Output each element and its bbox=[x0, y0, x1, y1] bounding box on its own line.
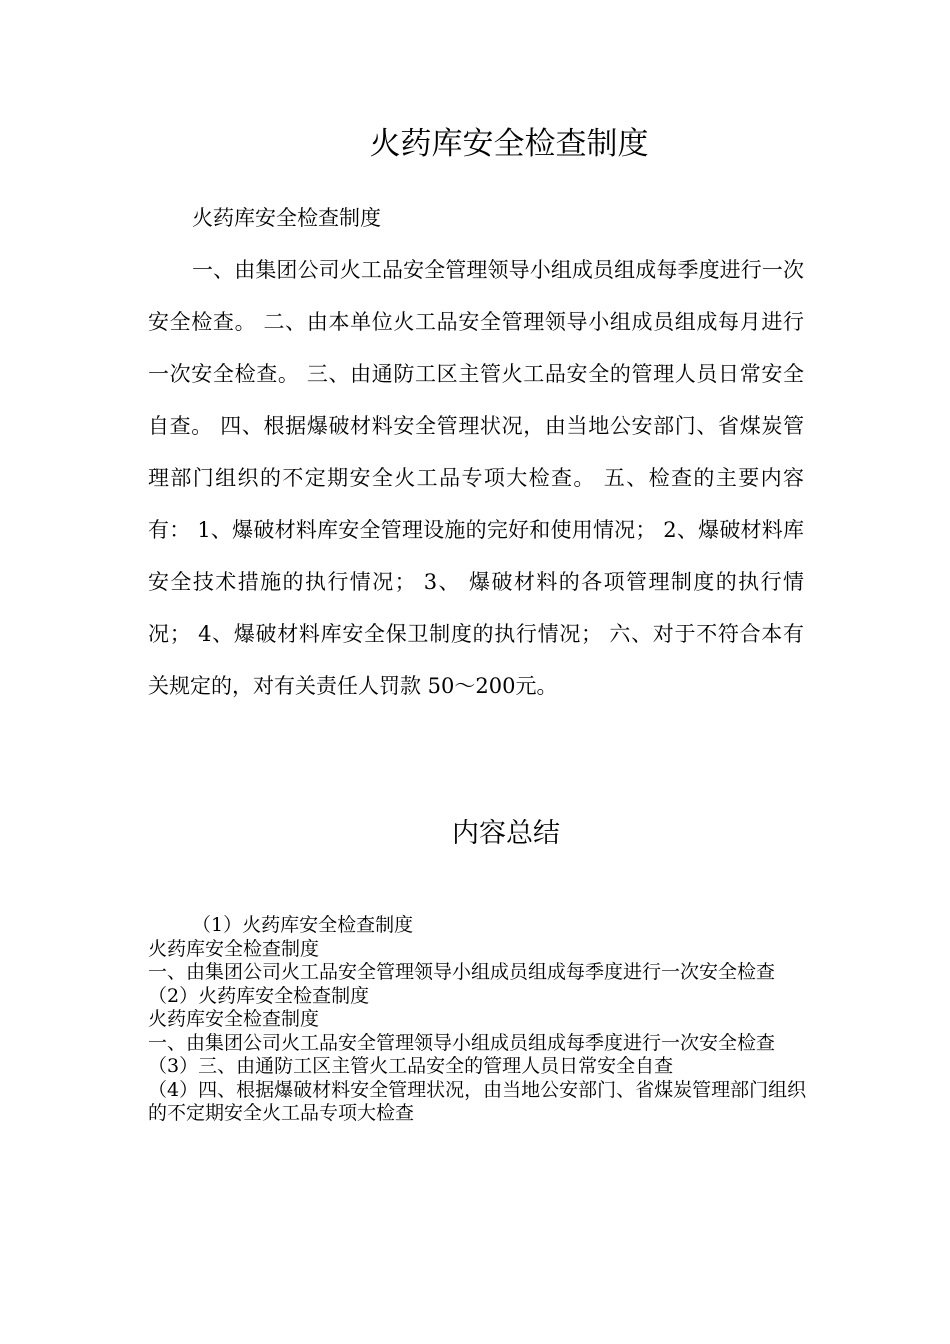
document-subtitle: 火药库安全检查制度 bbox=[192, 206, 381, 230]
summary-line: 一、由集团公司火工品安全管理领导小组成员组成每季度进行一次安全检查 bbox=[148, 961, 776, 983]
summary-line: （1）火药库安全检查制度 bbox=[192, 914, 414, 936]
summary-line: （2）火药库安全检查制度 bbox=[148, 984, 370, 1007]
document-main-paragraph: 一、由集团公司火工品安全管理领导小组成员组成每季度进行一次安全检查。 二、由本单位火工品安全管理领导小组成员组成每月进行一次安全检查。 三、由通防工区主管火工品安全的管理人员日常安全自查。 四、根据爆破材料安全管理状况，由当地公安部门、省煤炭管理部门组织的不定期安全火工品专项大检查。 五、检查的主要内容有： 1、爆破材料库安全管理设施的完好和使用情况； 2、爆破材料库安全技术措施的执行情况； 3、 爆破材料的各项管理制度的执行情况； 4、爆破材料库安全保卫制度的执行情况； 六、对于不符合本有关规定的，对有关责任人罚款 50～200元。 bbox=[148, 258, 804, 698]
summary-title: 内容总结 bbox=[452, 818, 560, 849]
document-body bbox=[148, 192, 804, 712]
document-title: 火药库安全检查制度 bbox=[369, 126, 649, 162]
summary-line: 一、由集团公司火工品安全管理领导小组成员组成每季度进行一次安全检查 bbox=[148, 1031, 776, 1054]
summary-block bbox=[148, 914, 808, 1126]
summary-line: （3）三、由通防工区主管火工品安全的管理人员日常安全自查 bbox=[148, 1055, 674, 1077]
summary-line: 火药库安全检查制度 bbox=[148, 1008, 320, 1030]
summary-line: 火药库安全检查制度 bbox=[148, 937, 320, 960]
summary-line: （4）四、根据爆破材料安全管理状况，由当地公安部门、省煤炭管理部门组织的不定期安全火工品专项大检查 bbox=[148, 1078, 807, 1124]
